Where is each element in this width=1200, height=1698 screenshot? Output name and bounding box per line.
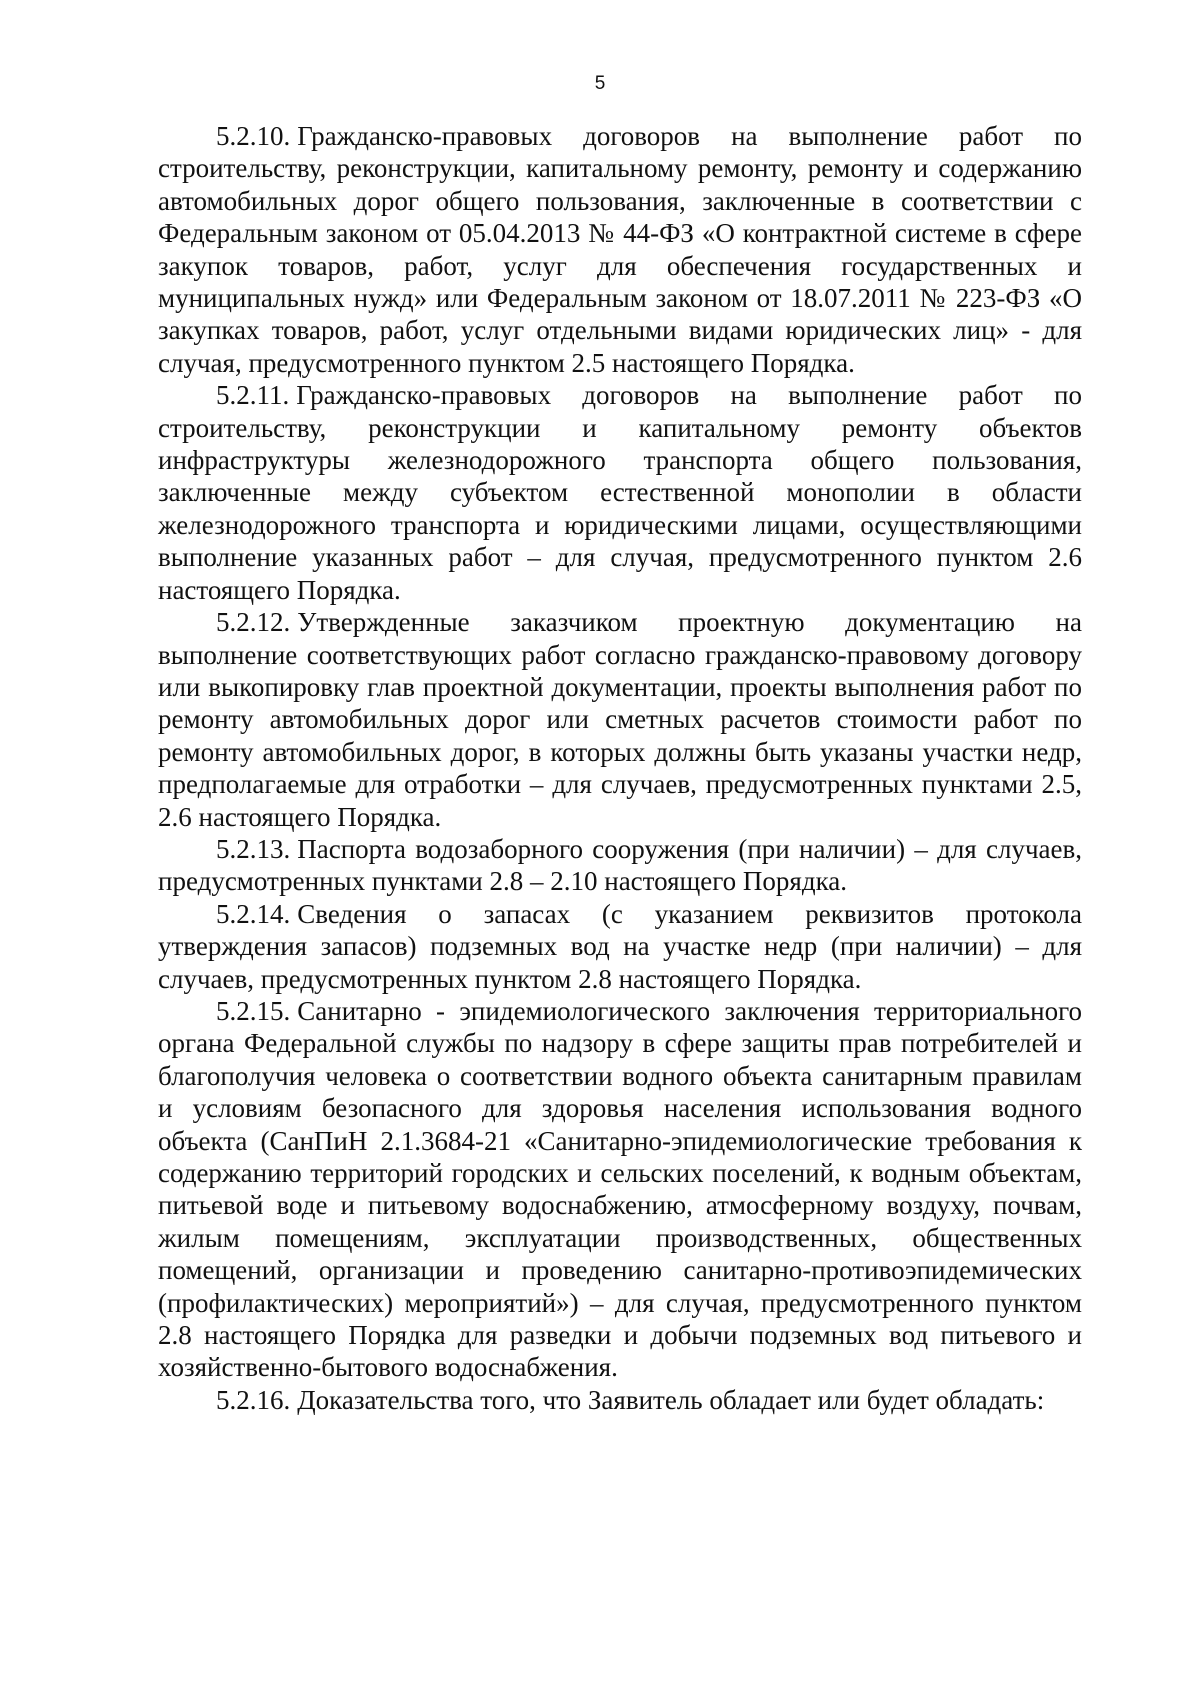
paragraph-number: 5.2.14. [216, 898, 291, 929]
paragraph-text: Доказательства того, что Заявитель обладает или будет обладать: [297, 1384, 1045, 1415]
paragraph-5-2-12 [158, 606, 1082, 833]
paragraph-text: Сведения о запасах (с указанием реквизитов протокола утверждения запасов) подземных вод на участке недр (при наличии) – для случаев, предусмотренных пунктом 2.8 настоящего Порядка. [158, 898, 1082, 994]
paragraph-text: Паспорта водозаборного сооружения (при наличии) – для случаев, предусмотренных пунктами 2.8 – 2.10 настоящего Порядка. [158, 833, 1082, 897]
paragraph-number: 5.2.12. [216, 607, 291, 638]
paragraph-5-2-13 [158, 833, 1082, 898]
paragraph-5-2-10 [158, 120, 1082, 379]
paragraph-5-2-15 [158, 995, 1082, 1384]
paragraph-5-2-16 [158, 1384, 1082, 1416]
paragraph-text: Санитарно - эпидемиологического заключения территориального органа Федеральной службы по надзору в сфере защиты прав потребителей и благополучия человека о соответствии водного объекта санитарным правилам и условиям безопасного для здоровья населения использования водного объекта (СанПиН 2.1.3684-21 «Санитарно-эпидемиологические требования к содержанию территорий городских и сельских поселений, к водным объектам, питьевой воде и питьевому водоснабжению, атмосферному воздуху, почвам, жилым помещениям, эксплуатации производственных, общественных помещений, организации и проведению санитарно-противоэпидемических (профилактических) мероприятий») – для случая, предусмотренного пунктом 2.8 настоящего Порядка для разведки и добычи подземных вод питьевого и хозяйственно-бытового водоснабжения. [158, 995, 1082, 1383]
paragraph-number: 5.2.15. [216, 995, 291, 1026]
paragraph-number: 5.2.10. [216, 121, 291, 151]
page-number: 5 [594, 73, 606, 94]
paragraph-text: Утвержденные заказчиком проектную документацию на выполнение соответствующих работ согласно гражданско-правовому договору или выкопировку глав проектной документации, проекты выполнения работ по ремонту автомобильных дорог или сметных расчетов стоимости работ по ремонту автомобильных дорог, в которых должны быть указаны участки недр, предполагаемые для отработки – для случаев, предусмотренных пунктами 2.5, 2.6 настоящего Порядка. [158, 607, 1082, 832]
paragraph-5-2-14 [158, 898, 1082, 995]
paragraph-number: 5.2.16. [216, 1384, 291, 1415]
paragraph-text: Гражданско-правовых договоров на выполнение работ по строительству, реконструкции, капитальному ремонту, ремонту и содержанию автомобильных дорог общего пользования, заключенные в соответствии с Федеральным законом от 05.04.2013 № 44-ФЗ «О контрактной системе в сфере закупок товаров, работ, услуг для обеспечения государственных и муниципальных нужд» или Федеральным законом от 18.07.2011 № 223-ФЗ «О закупках товаров, работ, услуг отдельными видами юридических лиц» - для случая, предусмотренного пунктом 2.5 настоящего Порядка. [158, 121, 1082, 378]
paragraph-text: Гражданско-правовых договоров на выполнение работ по строительству, реконструкции и капитальному ремонту объектов инфраструктуры железнодорожного транспорта общего пользования, заключенные между субъектом естественной монополии в области железнодорожного транспорта и юридическими лицами, осуществляющими выполнение указанных работ – для случая, предусмотренного пунктом 2.6 настоящего Порядка. [158, 380, 1082, 605]
paragraph-5-2-11 [158, 379, 1082, 606]
document-body [158, 120, 1082, 1416]
paragraph-number: 5.2.11. [216, 380, 290, 411]
paragraph-number: 5.2.13. [216, 833, 291, 864]
